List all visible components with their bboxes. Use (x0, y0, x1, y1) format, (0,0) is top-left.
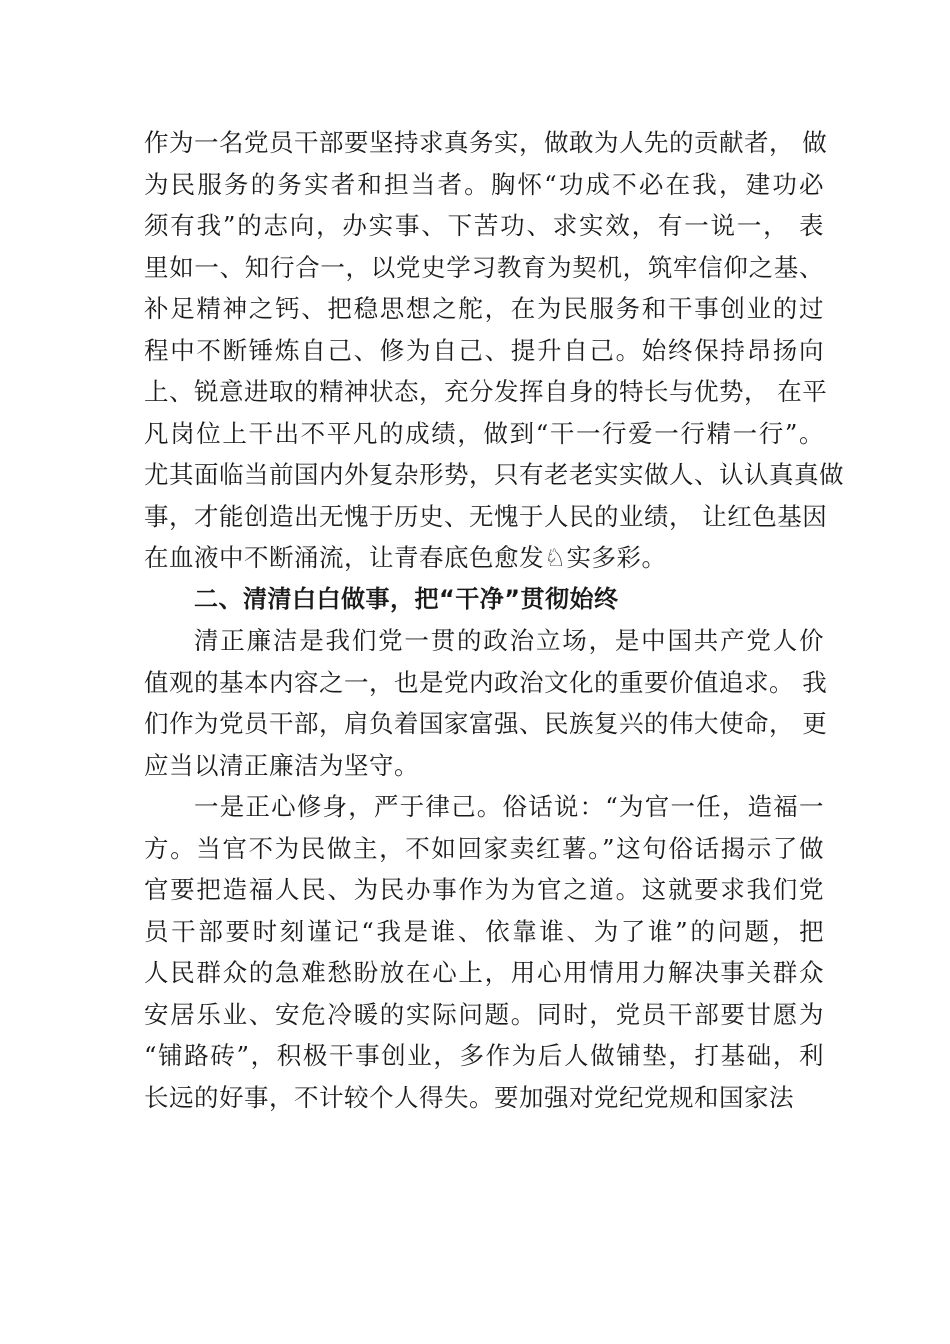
text-line: 值观的基本内容之一，也是党内政治文化的重要价值追求。 我 (144, 667, 828, 697)
text-line: 里如一、知行合一，以党史学习教育为契机，筑牢信仰之基、 (144, 252, 824, 282)
text-line: 应当以清正廉洁为坚守。 (144, 750, 419, 780)
text-line: 须有我”的志向，办实事、下苦功、求实效，有一说一， 表 (144, 211, 824, 240)
text-line: 上、锐意进取的精神状态，充分发挥自身的特长与优势， 在平 (144, 377, 828, 406)
paragraph-3 (144, 786, 824, 1118)
text-line: 程中不断锤炼自己、修为自己、提升自己。始终保持昂扬向 (144, 335, 824, 365)
text-line: 为民服务的务实者和担当者。胸怀“功成不必在我，建功必 (144, 169, 824, 199)
text-line: 们作为党员干部，肩负着国家富强、民族复兴的伟大使命， 更 (144, 709, 828, 738)
text-line: “铺路砖”，积极干事创业，多作为后人做铺垫，打基础，利 (144, 1041, 824, 1070)
text-line: 清正廉洁是我们党一贯的政治立场，是中国共产党人价 (194, 626, 824, 655)
text-line: 一是正心修身，严于律己。俗话说：“为官一任，造福一 (194, 792, 824, 821)
text-line: 员干部要时刻谨记“我是谁、依靠谁、为了谁”的问题，把 (144, 916, 824, 946)
text-line: 事，才能创造出无愧于历史、无愧于人民的业绩， 让红色基因 (144, 501, 828, 531)
text-line: 补足精神之钙、把稳思想之舵，在为民服务和干事创业的过 (144, 294, 824, 323)
text-line: 人民群众的急难愁盼放在心上，用心用情用力解决事关群众 (144, 958, 824, 987)
section-heading: 二、清清白白做事，把“干净”贯彻始终 (194, 584, 619, 613)
document-body (144, 122, 844, 1118)
text-line: 凡岗位上干出不平凡的成绩，做到“干一行爱一行精一行”。 (144, 418, 824, 448)
text-line: 在血液中不断涌流，让青春底色愈发♘实多彩。 (144, 543, 667, 572)
paragraph-1 (144, 122, 844, 579)
text-line: 官要把造福人民、为民办事作为为官之道。这就要求我们党 (144, 875, 824, 904)
paragraph-2 (144, 620, 828, 786)
text-line: 尤其面临当前国内外复杂形势，只有老老实实做人、认认真真做 (144, 460, 844, 489)
text-line: 安居乐业、安危冷暖的实际问题。同时，党员干部要甘愿为 (144, 999, 824, 1029)
text-line: 作为一名党员干部要坚持求真务实，做敢为人先的贡献者， 做 (144, 128, 828, 157)
text-line: 长远的好事，不计较个人得失。要加强对党纪党规和国家法 (144, 1082, 794, 1112)
text-line: 方。当官不为民做主，不如回家卖红薯。”这句俗话揭示了做 (144, 833, 824, 863)
